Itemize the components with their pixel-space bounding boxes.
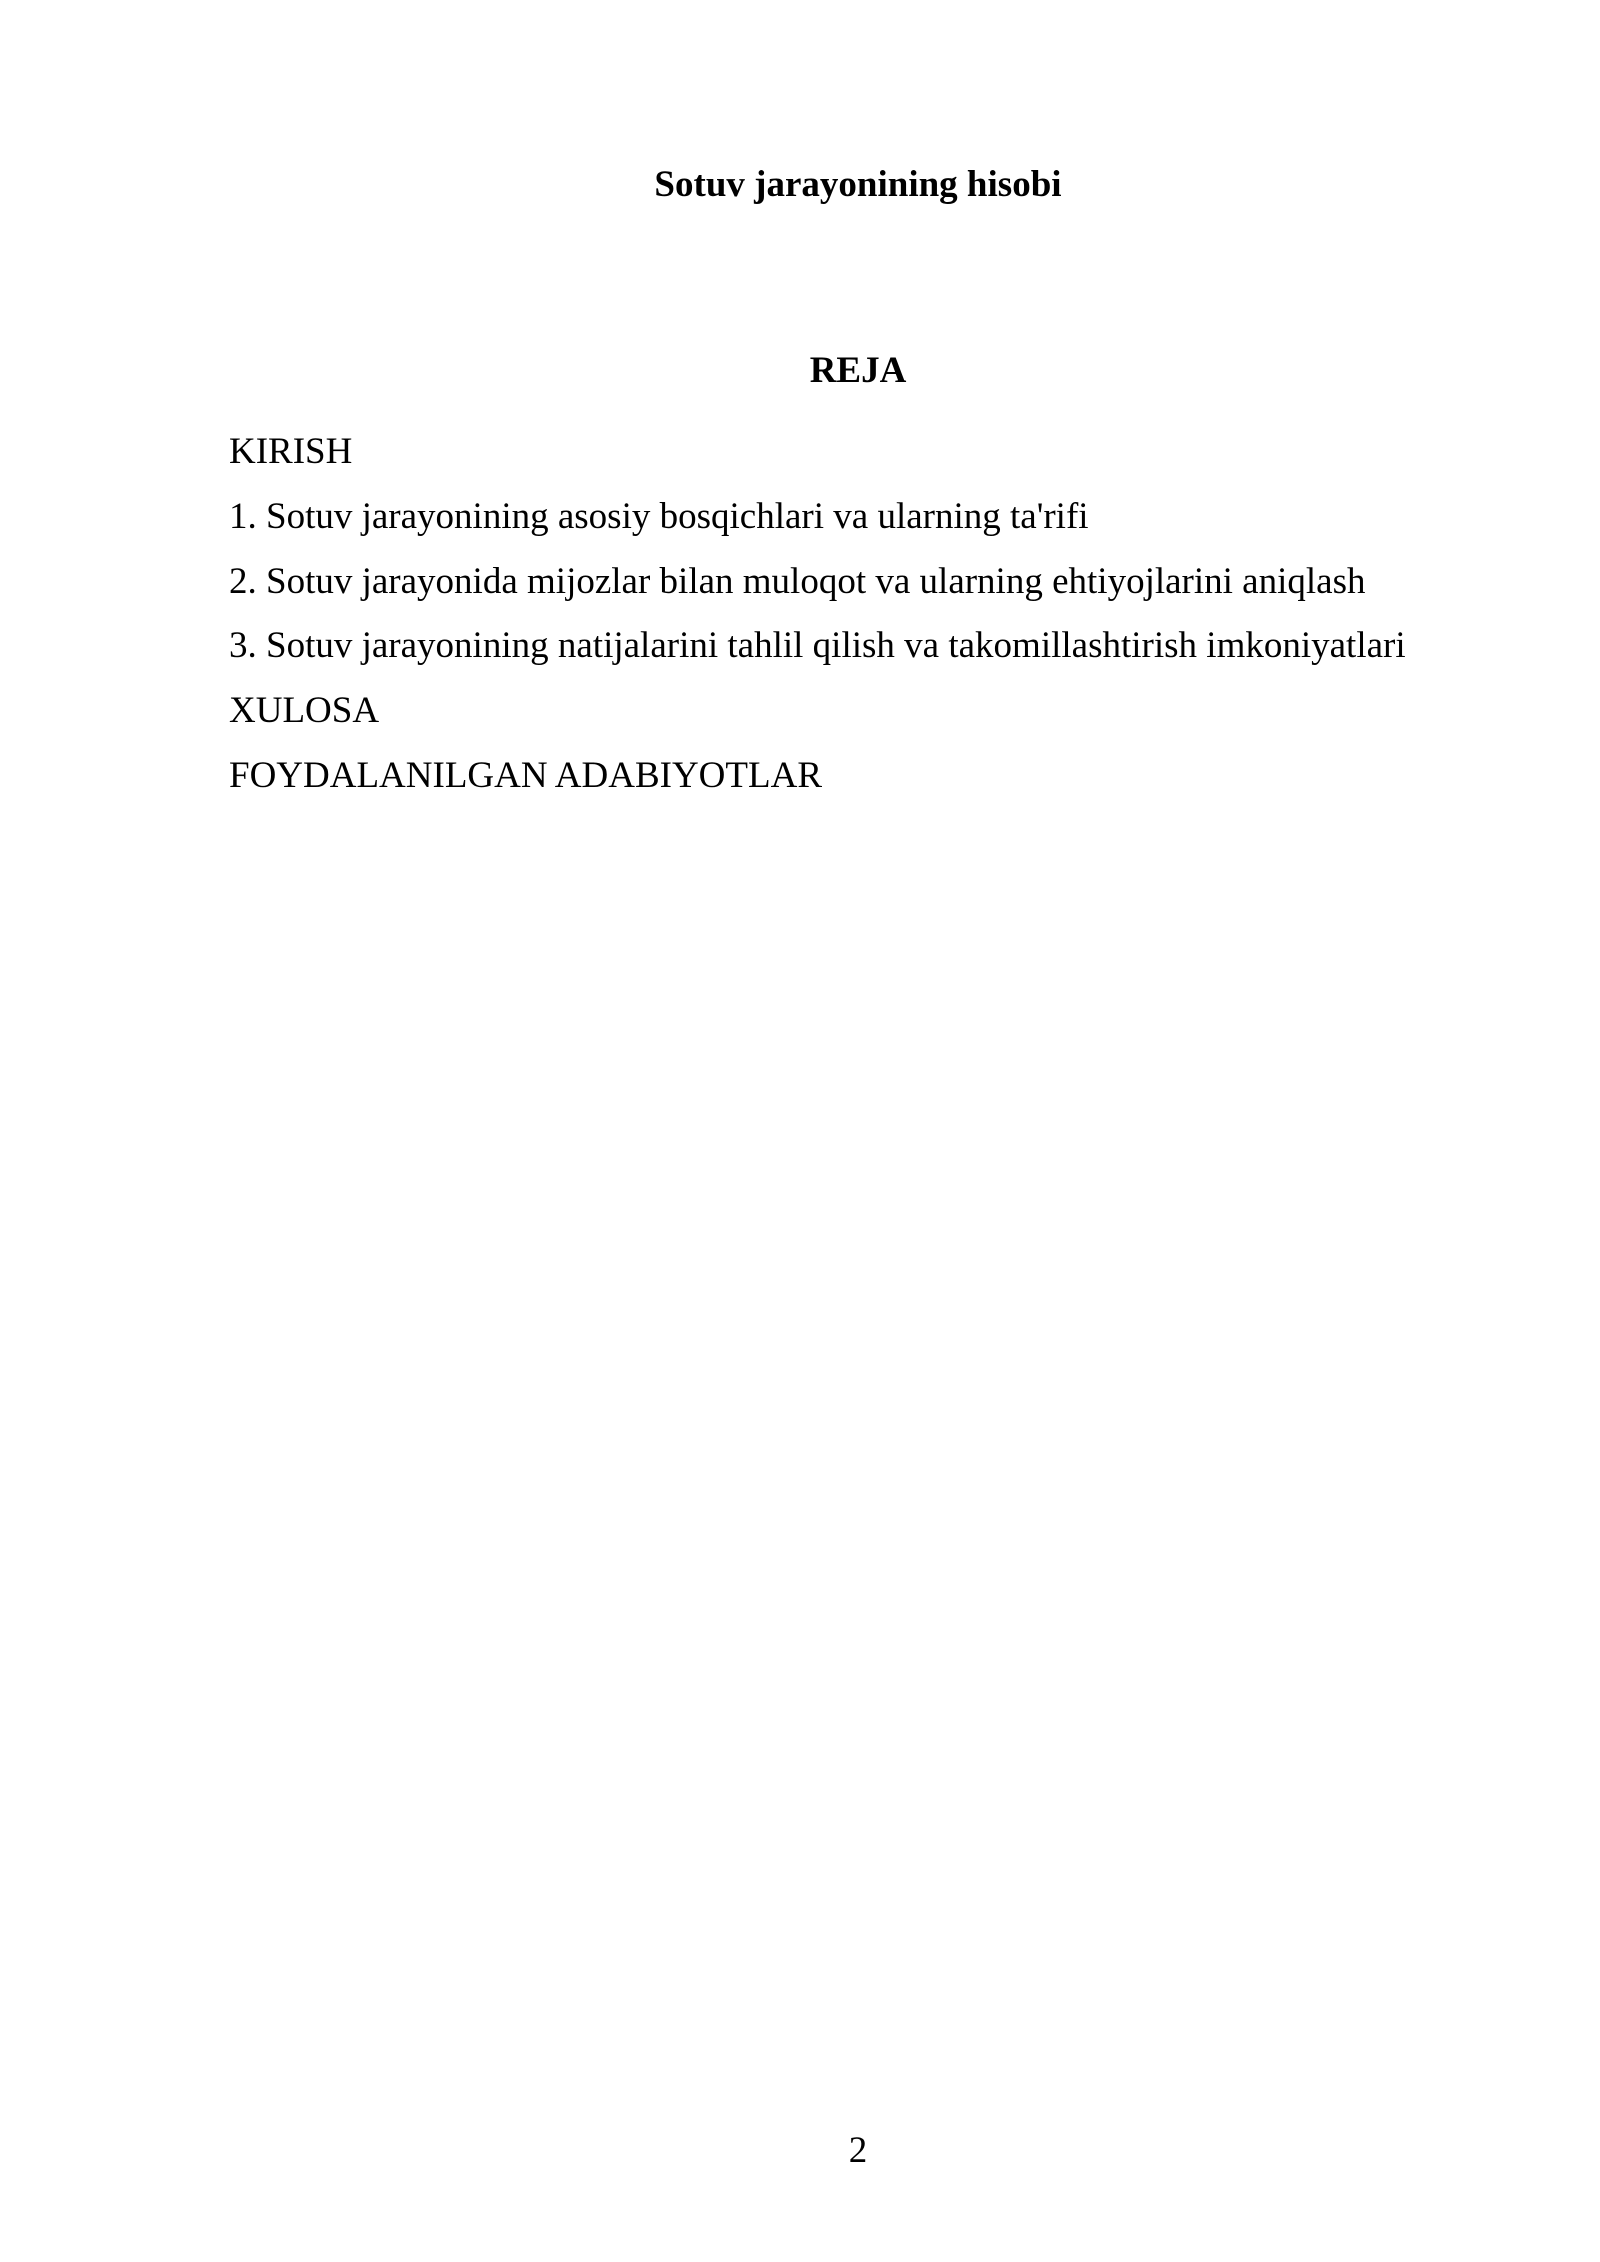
plan-heading: REJA (809, 350, 907, 391)
toc-item-conclusion: XULOSA (229, 690, 380, 732)
table-of-contents (229, 420, 1569, 809)
toc-item-references: FOYDALANILGAN ADABIYOTLAR (229, 754, 822, 796)
toc-item-introduction: KIRISH (229, 431, 353, 472)
toc-item-section-3: 3. Sotuv jarayonining natijalarini tahlil qilish va takomillashtirish imkoniyatlari (229, 625, 1406, 667)
toc-item-section-2: 2. Sotuv jarayonida mijozlar bilan muloqot va ularning ehtiyojlarini aniqlash (229, 560, 1366, 602)
page-number: 2 (848, 2130, 868, 2171)
toc-item-section-1: 1. Sotuv jarayonining asosiy bosqichlari va ularning ta'rifi (229, 495, 1089, 537)
document-title: Sotuv jarayonining hisobi (654, 164, 1062, 205)
